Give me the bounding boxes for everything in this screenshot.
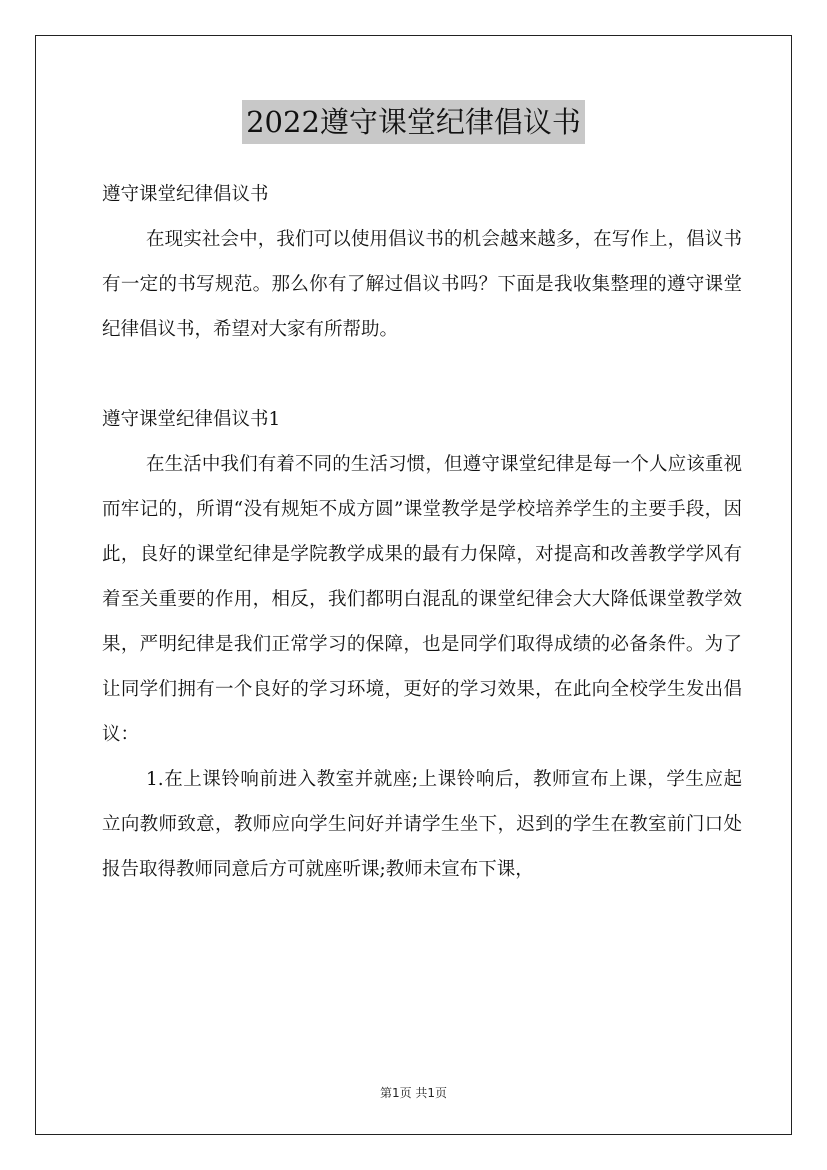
page-footer: 第1页 共1页	[379, 1086, 448, 1100]
intro-paragraph: 在现实社会中，我们可以使用倡议书的机会越来越多，在写作上，倡议书有一定的书写规范。那么你有了解过倡议书吗？下面是我收集整理的遵守课堂纪律倡议书，希望对大家有所帮助。	[102, 229, 742, 340]
paragraph-gap	[102, 352, 742, 397]
section-paragraph: 在生活中我们有着不同的生活习惯，但遵守课堂纪律是每一个人应该重视而牢记的，所谓“没有规矩不成方圆”课堂教学是学校培养学生的主要手段，因此，良好的课堂纪律是学院教学成果的最有力保障，对提高和改善教学学风有着至关重要的作用，相反，我们都明白混乱的课堂纪律会大大降低课堂教学效果，严明纪律是我们正常学习的保障，也是同学们取得成绩的必备条件。为了让同学们拥有一个良好的学习环境，更好的学习效果，在此向全校学生发出倡议：	[102, 454, 742, 745]
document-body	[102, 172, 742, 892]
document-subtitle: 遵守课堂纪律倡议书	[102, 184, 269, 205]
title-container	[0, 100, 827, 144]
section-heading: 遵守课堂纪律倡议书1	[102, 409, 281, 430]
document-title: 2022遵守课堂纪律倡议书	[242, 100, 585, 144]
list-item: 1.在上课铃响前进入教室并就座;上课铃响后，教师宣布上课，学生应起立向教师致意，教师应向学生问好并请学生坐下，迟到的学生在教室前门口处报告取得教师同意后方可就座听课;教师未宣布下课，	[102, 769, 742, 880]
